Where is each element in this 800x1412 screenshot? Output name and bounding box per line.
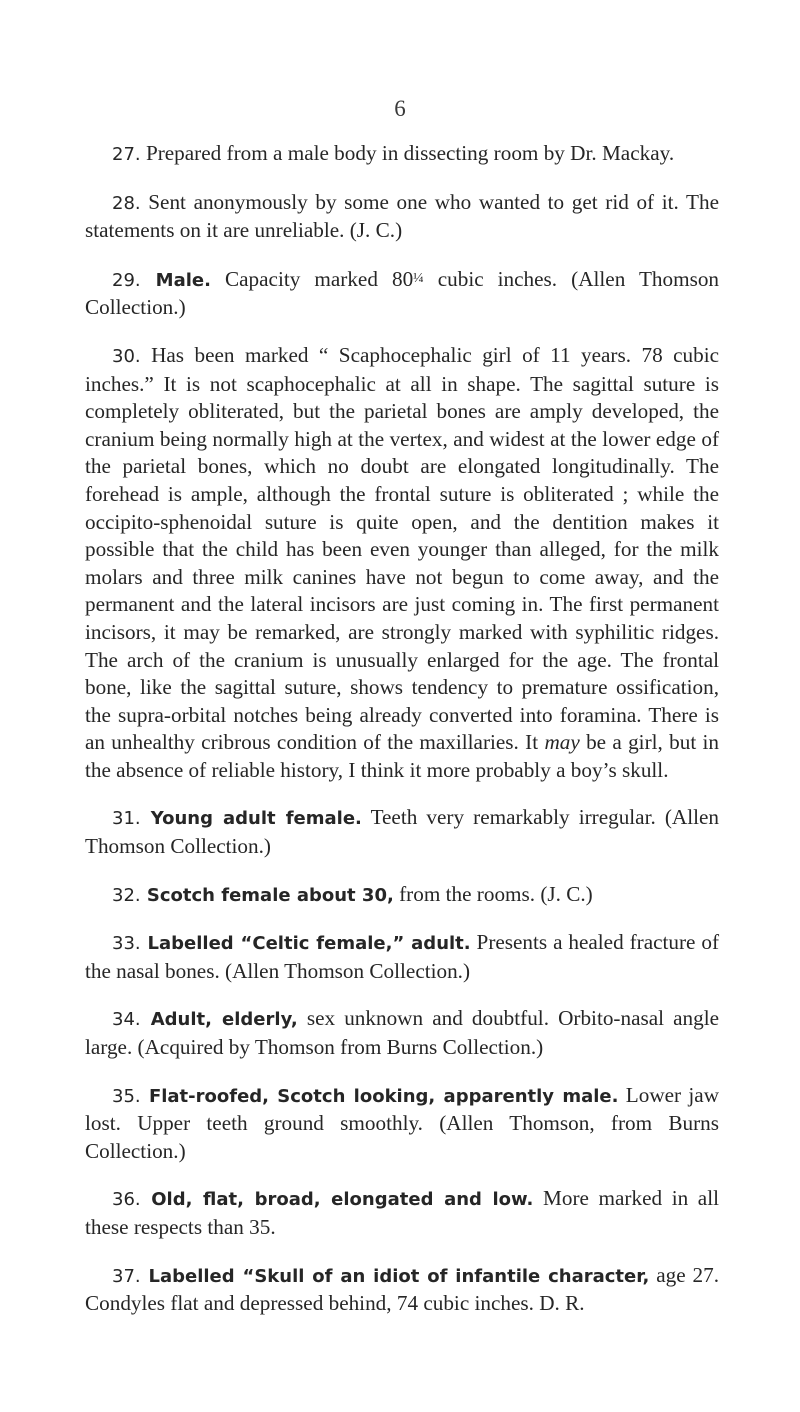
entry-34 [85, 1005, 719, 1061]
entry-number: 34. [112, 1009, 141, 1031]
entry-text: age 27. Condyles flat and depressed behind, 74 cubic inches. D. R. [85, 1262, 719, 1316]
entry-35 [85, 1082, 719, 1166]
fraction: ¼ [413, 270, 424, 286]
entry-37 [85, 1262, 719, 1318]
entry-lead: Adult, elderly, [140, 1009, 298, 1031]
entry-29 [85, 265, 719, 322]
entry-number: 32. [112, 884, 141, 906]
entry-lead: Flat-roofed, Scotch looking, apparently male. [140, 1085, 619, 1107]
entry-lead: Young adult female. [140, 808, 362, 830]
entry-text: Capacity marked 80 [210, 266, 414, 291]
entry-text: from the rooms. (J. C.) [393, 881, 593, 906]
entry-number: 33. [112, 933, 141, 955]
entry-number: 29. [112, 269, 141, 291]
entry-text: Orbito-nasal angle large. (Acquired by Thomson from Burns Collection.) [85, 1006, 720, 1060]
entry-text: sex unknown and doubtful. [297, 1006, 549, 1031]
entry-list [85, 140, 719, 1338]
entry-31 [85, 804, 719, 860]
entry-36 [85, 1185, 719, 1241]
entry-number: 30. [112, 345, 141, 367]
entry-27 [85, 140, 719, 169]
entry-32 [85, 881, 719, 910]
entry-30 [85, 342, 719, 785]
entry-lead: Old, flat, broad, elongated and low. [140, 1189, 534, 1211]
entry-text: Teeth very remarkably irregular. (Allen Thomson Collection.) [85, 805, 719, 859]
entry-number: 27. [112, 144, 141, 165]
entry-text: cubic inches. (Allen Thomson Collection.) [85, 266, 720, 320]
entry-text: Sent anonymously by some one who wanted to get rid of it. The statements on it are unreliable. (J. C.) [85, 189, 719, 243]
entry-lead: Male. [140, 269, 211, 291]
entry-text: be a girl, but in the absence of reliable history, I think it more probably a boy’s skull. [85, 730, 719, 782]
entry-28 [85, 189, 719, 245]
entry-lead: Labelled “Celtic female,” adult. [140, 933, 471, 955]
entry-text: Has been marked “ Scaphocephalic girl of 11 years. 78 cubic inches.” It is not scaphocephalic at all in shape. The sagittal suture is completely obliterated, but the parietal bones are amply developed, the cranium being normally high at the vertex, and widest at the lower edge of the parietal bones, which no doubt are elongated longitudinally. The forehead is ample, although the frontal suture is obliterated ; while the occipito-sphenoidal suture is quite open, and the dentition makes it possible that the child has been even younger than alleged, for the milk molars and three milk canines have not begun to come away, and the permanent and the lateral incisors are just coming in. The first permanent incisors, it may be remarked, are strongly marked with syphilitic ridges. The arch of the cranium is unusually enlarged for the age. The frontal bone, like the sagittal suture, shows tendency to premature ossification, the supra-orbital notches being already converted into foramina. There is an unhealthy cribrous condition of the maxillaries. It [85, 342, 719, 755]
entry-text: More marked in all these respects than 35. [85, 1186, 719, 1239]
entry-number: 35. [112, 1085, 141, 1107]
page-number: 6 [394, 96, 406, 121]
entry-number: 28. [112, 192, 141, 214]
entry-number: 31. [112, 808, 141, 830]
entry-lead: Scotch female about 30, [140, 884, 394, 906]
entry-33 [85, 929, 719, 985]
entry-text: Lower jaw lost. Upper teeth ground smoothly. (Allen Thomson, from Burns Collection.) [85, 1082, 719, 1163]
entry-lead: Labelled “Skull of an idiot of infantile character, [140, 1265, 650, 1287]
emphasis: may [544, 730, 580, 755]
entry-text: Presents a healed fracture of the nasal bones. (Allen Thomson Collection.) [85, 930, 719, 983]
entry-number: 36. [112, 1189, 141, 1211]
entry-number: 37. [112, 1265, 141, 1287]
entry-text: Prepared from a male body in dissecting room by Dr. Mackay. [140, 141, 675, 165]
